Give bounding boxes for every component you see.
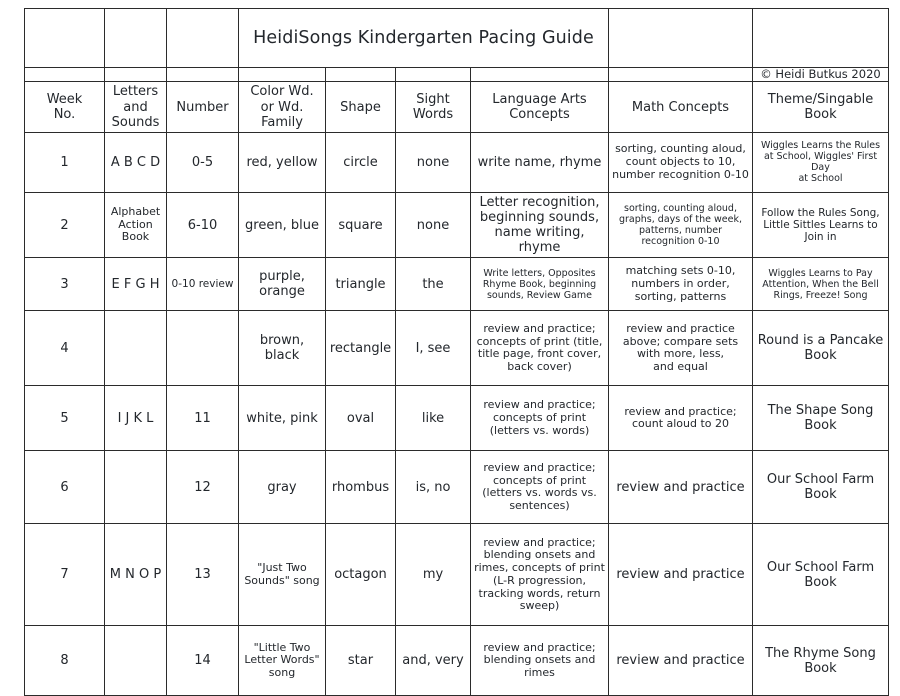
header-number: Number	[167, 82, 239, 133]
table-row	[25, 258, 889, 311]
cell-shape: star	[326, 626, 396, 696]
copy-spacer-color	[239, 68, 326, 82]
cell-math: review and practice	[609, 524, 753, 626]
copy-spacer-letters	[105, 68, 167, 82]
cell-shape: circle	[326, 132, 396, 192]
cell-number: 12	[167, 451, 239, 524]
copy-spacer-sight	[396, 68, 471, 82]
cell-language-arts: review and practice; concepts of print (letters vs. words vs. sentences)	[471, 451, 609, 524]
cell-color: red, yellow	[239, 132, 326, 192]
table-row	[25, 132, 889, 192]
cell-theme: Our School Farm Book	[753, 524, 889, 626]
cell-shape: rhombus	[326, 451, 396, 524]
cell-sight: like	[396, 386, 471, 451]
cell-letters: I J K L	[105, 386, 167, 451]
copy-spacer-la	[471, 68, 609, 82]
table-row	[25, 524, 889, 626]
cell-theme: Our School Farm Book	[753, 451, 889, 524]
cell-language-arts: review and practice; concepts of print (letters vs. words)	[471, 386, 609, 451]
title-spacer-number	[167, 9, 239, 68]
cell-week: 4	[25, 311, 105, 386]
cell-color: gray	[239, 451, 326, 524]
cell-letters: Alphabet Action Book	[105, 192, 167, 257]
cell-shape: square	[326, 192, 396, 257]
title-spacer-theme	[753, 9, 889, 68]
header-letters-and-sounds: Letters and Sounds	[105, 82, 167, 133]
cell-theme: Round is a Pancake Book	[753, 311, 889, 386]
table-row	[25, 386, 889, 451]
copy-spacer-week	[25, 68, 105, 82]
cell-theme: Wiggles Learns to Pay Attention, When the Bell Rings, Freeze! Song	[753, 258, 889, 311]
cell-letters	[105, 451, 167, 524]
cell-week: 5	[25, 386, 105, 451]
header-week-no	[25, 82, 105, 133]
cell-color: green, blue	[239, 192, 326, 257]
header-math-concepts: Math Concepts	[609, 82, 753, 133]
page-title: HeidiSongs Kindergarten Pacing Guide	[239, 9, 609, 68]
cell-theme: Follow the Rules Song, Little Sittles Learns to Join in	[753, 192, 889, 257]
pacing-guide-table	[24, 8, 889, 696]
cell-sight: I, see	[396, 311, 471, 386]
title-spacer-week	[25, 9, 105, 68]
cell-week: 3	[25, 258, 105, 311]
cell-language-arts: review and practice; blending onsets and rimes, concepts of print (L-R progression, tracking words, return sweep)	[471, 524, 609, 626]
header-sight-words: Sight Words	[396, 82, 471, 133]
cell-sight: my	[396, 524, 471, 626]
cell-week: 2	[25, 192, 105, 257]
cell-sight: and, very	[396, 626, 471, 696]
cell-theme: The Shape Song Book	[753, 386, 889, 451]
title-spacer-math	[609, 9, 753, 68]
cell-shape: octagon	[326, 524, 396, 626]
table-row	[25, 626, 889, 696]
cell-number: 0-10 review	[167, 258, 239, 311]
cell-language-arts: write name, rhyme	[471, 132, 609, 192]
cell-week: 1	[25, 132, 105, 192]
cell-week: 8	[25, 626, 105, 696]
cell-letters	[105, 311, 167, 386]
cell-number	[167, 311, 239, 386]
cell-color: white, pink	[239, 386, 326, 451]
copy-spacer-math	[609, 68, 753, 82]
header-language-arts: Language Arts Concepts	[471, 82, 609, 133]
cell-color: brown, black	[239, 311, 326, 386]
cell-theme: Wiggles Learns the Rules at School, Wiggles' First Day at School	[753, 132, 889, 192]
copy-spacer-number	[167, 68, 239, 82]
cell-color: "Little Two Letter Words" song	[239, 626, 326, 696]
copyright-notice	[753, 68, 889, 82]
table-row	[25, 192, 889, 257]
cell-math: review and practice	[609, 451, 753, 524]
cell-shape: triangle	[326, 258, 396, 311]
cell-language-arts: review and practice; blending onsets and rimes	[471, 626, 609, 696]
copy-spacer-shape	[326, 68, 396, 82]
table-row	[25, 451, 889, 524]
cell-language-arts: Letter recognition, beginning sounds, name writing, rhyme	[471, 192, 609, 257]
cell-number: 11	[167, 386, 239, 451]
copyright-row	[25, 68, 889, 82]
cell-sight: none	[396, 132, 471, 192]
cell-math: review and practice	[609, 626, 753, 696]
cell-number: 0-5	[167, 132, 239, 192]
header-shape: Shape	[326, 82, 396, 133]
cell-sight: is, no	[396, 451, 471, 524]
header-theme-singable-book: Theme/Singable Book	[753, 82, 889, 133]
cell-color: "Just Two Sounds" song	[239, 524, 326, 626]
cell-math: review and practice above; compare sets with more, less, and equal	[609, 311, 753, 386]
title-row	[25, 9, 889, 68]
cell-letters	[105, 626, 167, 696]
cell-number: 13	[167, 524, 239, 626]
table-row	[25, 311, 889, 386]
cell-letters: A B C D	[105, 132, 167, 192]
cell-math: sorting, counting aloud, count objects to 10, number recognition 0-10	[609, 132, 753, 192]
cell-shape: oval	[326, 386, 396, 451]
cell-color: purple, orange	[239, 258, 326, 311]
column-header-row	[25, 82, 889, 133]
header-week-line2: No.	[53, 107, 76, 123]
cell-language-arts: Write letters, Opposites Rhyme Book, beginning sounds, Review Game	[471, 258, 609, 311]
cell-number: 14	[167, 626, 239, 696]
cell-theme: The Rhyme Song Book	[753, 626, 889, 696]
cell-number: 6-10	[167, 192, 239, 257]
cell-shape: rectangle	[326, 311, 396, 386]
title-spacer-letters	[105, 9, 167, 68]
cell-letters: M N O P	[105, 524, 167, 626]
cell-math: sorting, counting aloud, graphs, days of the week, patterns, number recognition 0-10	[609, 192, 753, 257]
cell-language-arts: review and practice; concepts of print (title, title page, front cover, back cover)	[471, 311, 609, 386]
cell-math: review and practice; count aloud to 20	[609, 386, 753, 451]
cell-sight: the	[396, 258, 471, 311]
header-color-word: Color Wd. or Wd. Family	[239, 82, 326, 133]
header-week-line1: Week	[46, 91, 83, 107]
cell-letters: E F G H	[105, 258, 167, 311]
cell-sight: none	[396, 192, 471, 257]
cell-math: matching sets 0-10, numbers in order, sorting, patterns	[609, 258, 753, 311]
cell-week: 6	[25, 451, 105, 524]
copyright-text: © Heidi Butkus 2020	[760, 67, 881, 81]
cell-week: 7	[25, 524, 105, 626]
